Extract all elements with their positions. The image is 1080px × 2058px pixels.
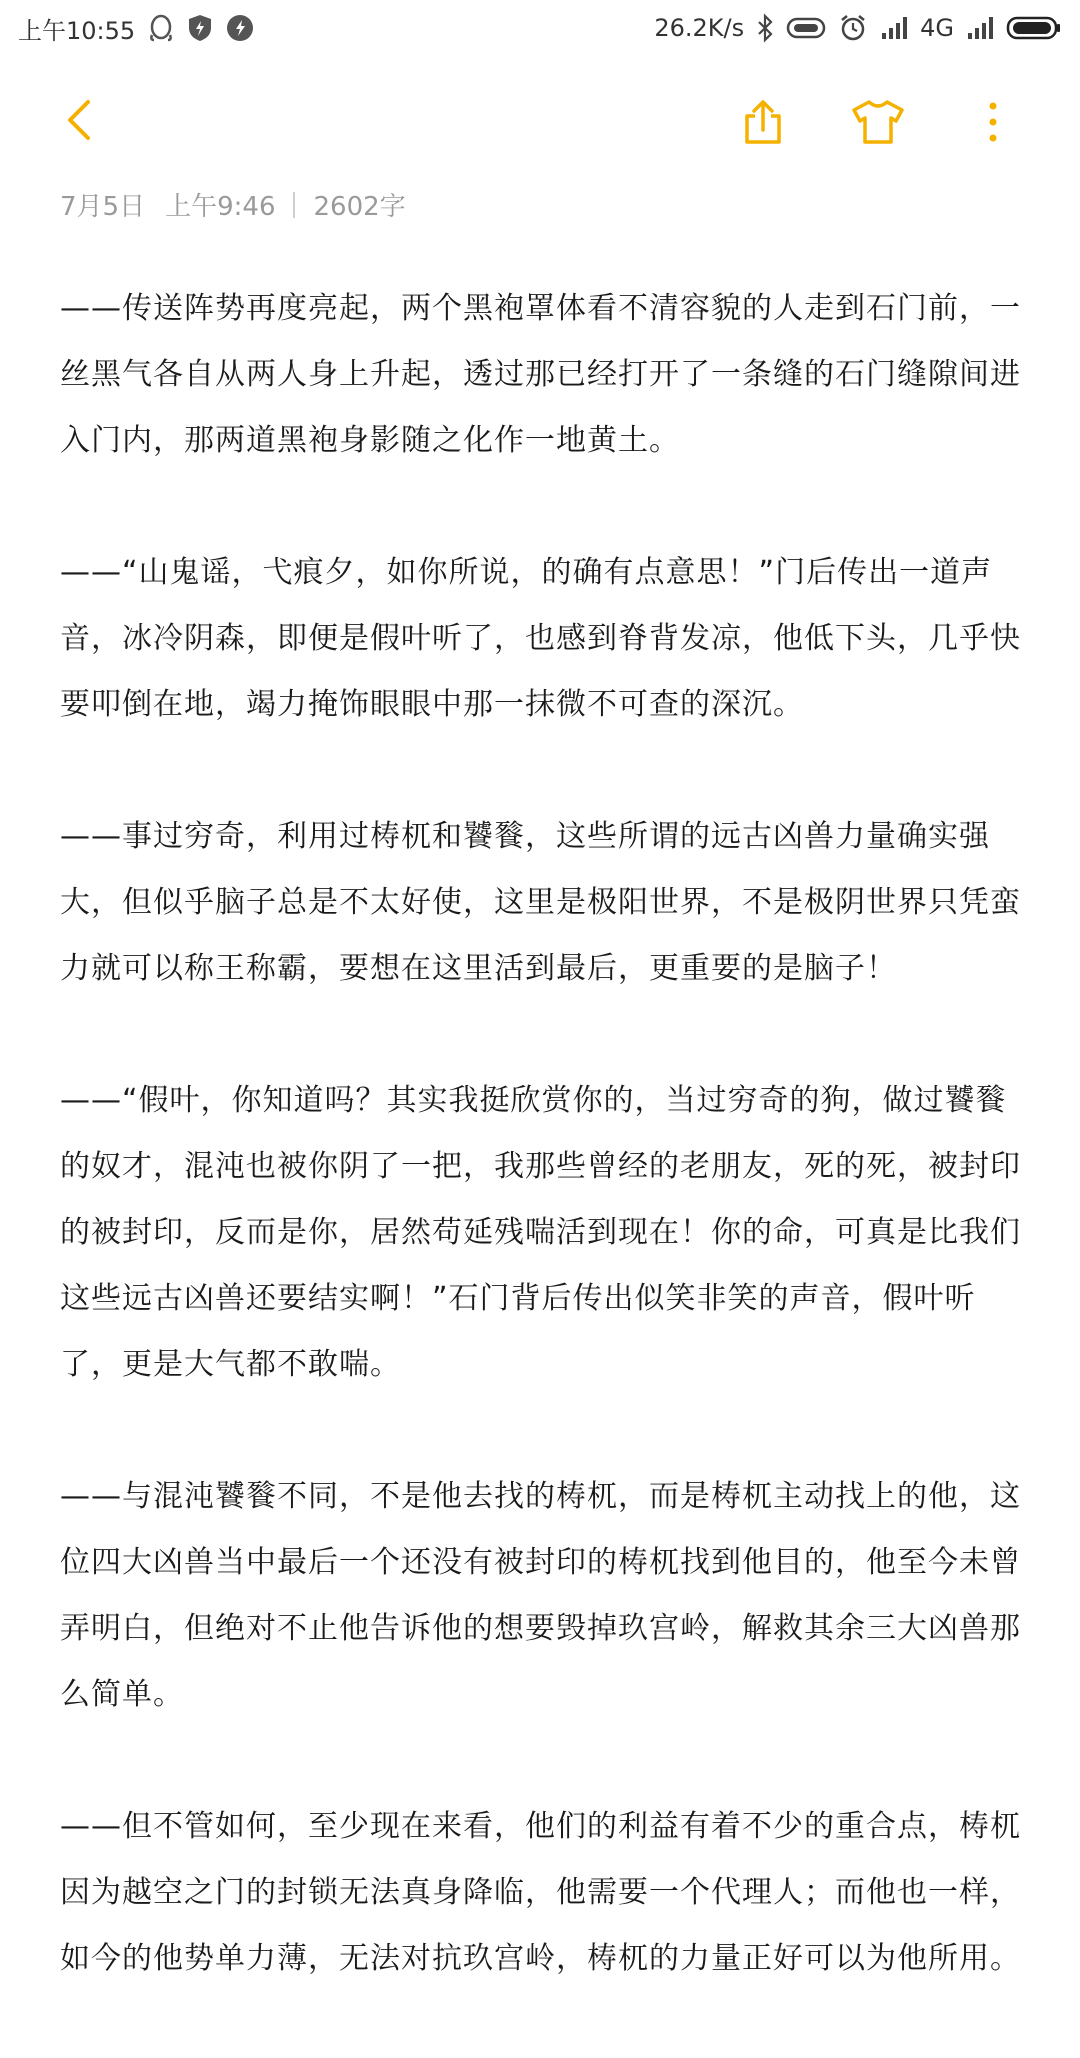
note-meta xyxy=(60,186,406,223)
back-chevron-icon xyxy=(56,96,104,144)
note-toolbar xyxy=(0,80,1080,160)
vibrate-icon xyxy=(786,16,826,40)
shield-bolt-icon xyxy=(187,13,213,43)
net-speed: 26.2K/s xyxy=(654,14,745,42)
share-icon xyxy=(739,98,787,146)
status-bar xyxy=(0,0,1080,56)
note-paragraph: ——但不管如何，至少现在来看，他们的利益有着不少的重合点，梼杌因为越空之门的封锁无法真身降临，他需要一个代理人；而他也一样，如今的他势单力薄，无法对抗玖宫岭，梼杌的力量正好可以为他所用。 xyxy=(60,1809,1021,1976)
theme-button[interactable] xyxy=(850,94,906,150)
alarm-icon xyxy=(838,13,868,43)
status-right xyxy=(654,13,1062,43)
note-paragraph: ——事过穷奇，利用过梼杌和饕餮，这些所谓的远古凶兽力量确实强大，但似乎脑子总是不太好使，这里是极阳世界，不是极阴世界只凭蛮力就可以称王称霸，要想在这里活到最后，更重要的是脑子！ xyxy=(60,819,1021,986)
note-body[interactable] xyxy=(60,276,1028,2058)
word-count: 2602字 xyxy=(313,192,406,222)
note-paragraph: ——“山鬼谣，弋痕夕，如你所说，的确有点意思！”门后传出一道声音，冰冷阴森，即便是假叶听了，也感到脊背发凉，他低下头，几乎快要叩倒在地，竭力掩饰眼眼中那一抹微不可查的深沉。 xyxy=(60,555,1021,722)
note-time: 上午9:46 xyxy=(165,192,276,222)
meta-divider xyxy=(293,192,295,218)
note-date: 7月5日 xyxy=(60,192,146,222)
more-button[interactable] xyxy=(965,94,1021,150)
battery-icon xyxy=(1006,15,1062,41)
note-paragraph: ——“假叶，你知道吗？其实我挺欣赏你的，当过穷奇的狗，做过饕餮的奴才，混沌也被你阴了一把，我那些曾经的老朋友，死的死，被封印的被封印，反而是你，居然苟延残喘活到现在！你的命，可真是比我们这些远古凶兽还要结实啊！”石门背后传出似笑非笑的声音，假叶听了，更是大气都不敢喘。 xyxy=(60,1083,1021,1382)
network-type: 4G xyxy=(920,14,954,42)
bluetooth-icon xyxy=(756,14,774,42)
app-notification-icon xyxy=(225,13,255,43)
share-button[interactable] xyxy=(735,94,791,150)
shirt-icon xyxy=(850,98,906,146)
status-left xyxy=(18,11,255,46)
note-paragraph: ——传送阵势再度亮起，两个黑袍罩体看不清容貌的人走到石门前，一丝黑气各自从两人身上升起，透过那已经打开了一条缝的石门缝隙间进入门内，那两道黑袍身影随之化作一地黄土。 xyxy=(60,291,1021,458)
more-vertical-icon xyxy=(983,98,1003,146)
note-paragraph: ——与混沌饕餮不同，不是他去找的梼杌，而是梼杌主动找上的他，这位四大凶兽当中最后一个还没有被封印的梼杌找到他目的，他至今未曾弄明白，但绝对不止他告诉他的想要毁掉玖宫岭，解救其余三大凶兽那么简单。 xyxy=(60,1479,1021,1712)
qq-penguin-icon xyxy=(147,13,175,43)
signal-2-icon xyxy=(966,15,994,41)
status-time: 上午10:55 xyxy=(18,16,136,45)
signal-icon xyxy=(880,15,908,41)
back-button[interactable] xyxy=(56,96,104,144)
